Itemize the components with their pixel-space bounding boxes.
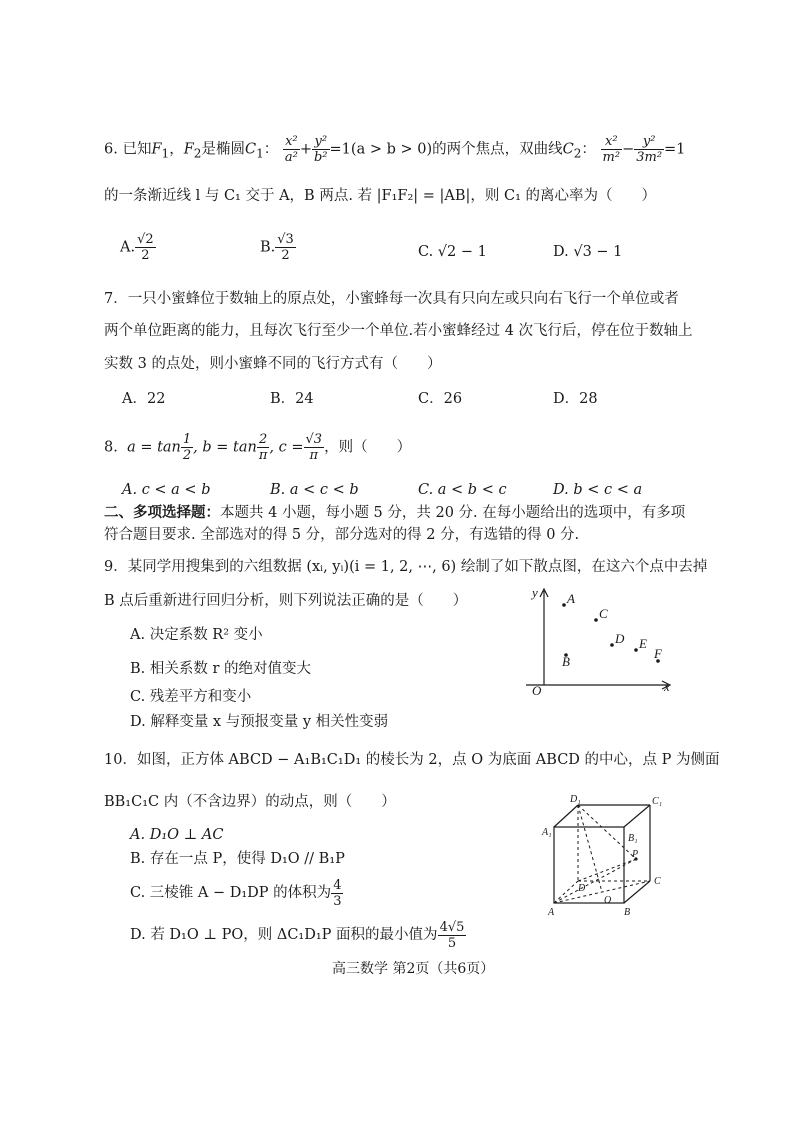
scatter-point-c bbox=[594, 618, 598, 622]
label-d1: D₁ bbox=[570, 794, 581, 805]
q8-option-a: A. c < a < b bbox=[122, 482, 211, 498]
label-p: P bbox=[632, 849, 639, 860]
edge-ad bbox=[554, 881, 578, 903]
q7-line1: 7．一只小蜜蜂位于数轴上的原点处，小蜜蜂每一次具有只向左或只向右飞行一个单位或者 bbox=[104, 291, 679, 307]
page-footer: 高三数学 第2页（共6页） bbox=[332, 961, 495, 977]
hyperbola-x-term: $\frac{\text{x²}}{\text{m²}}$ bbox=[602, 134, 621, 165]
q6-option-b: B. $\frac{√3}{2}$ bbox=[260, 232, 294, 263]
q10-option-b: B. 存在一点 P，使得 D₁O // B₁P bbox=[130, 851, 345, 867]
q7-line3: 实数 3 的点处，则小蜜蜂不同的飞行方式有（ ） bbox=[104, 356, 442, 372]
label-a1: A₁ bbox=[542, 827, 552, 838]
label-b: B bbox=[624, 907, 631, 918]
cube-diagram bbox=[540, 795, 680, 925]
section2-line2: 符合题目要求. 全部选对的得 5 分，部分选对的得 2 分，有选错的得 0 分. bbox=[104, 527, 580, 543]
ellipse-y-term: $\frac{\text{y²}}{\text{b²}}$ bbox=[313, 134, 328, 165]
q8-option-b: B. a < c < b bbox=[270, 482, 359, 498]
q7-option-b: B．24 bbox=[270, 391, 314, 407]
edge-a1d1 bbox=[554, 805, 578, 827]
ellipse-x-term: $\frac{\text{x²}}{\text{a²}}$ bbox=[284, 134, 298, 165]
section2-title: 二、多项选择题： bbox=[104, 504, 220, 521]
q6-lead: 6. 已知 bbox=[104, 141, 152, 158]
label-b1: B₁ bbox=[628, 833, 638, 844]
section2-line1: 二、多项选择题：本题共 4 小题，每小题 5 分，共 20 分. 在每小题给出的选项中，有多项 bbox=[104, 504, 686, 521]
q9-option-a: A. 决定系数 R² 变小 bbox=[130, 627, 263, 643]
scatter-point-d bbox=[610, 643, 614, 647]
x-axis-label: x bbox=[664, 679, 670, 694]
scatter-point-e bbox=[634, 648, 638, 652]
scatter-label-b: B bbox=[562, 654, 570, 669]
q10-line2: BB₁C₁C 内（不含边界）的动点，则（ ） bbox=[104, 794, 396, 810]
q7-line2: 两个单位距离的能力，且每次飞行至少一个单位.若小蜜蜂经过 4 次飞行后，停在位于数轴上 bbox=[104, 323, 693, 339]
q8-option-d: D. b < c < a bbox=[553, 482, 643, 498]
q6-line2: 的一条渐近线 l 与 C₁ 交于 A，B 两点. 若 |F₁F₂| = |AB|，则 C₁ 的离心率为（ ） bbox=[104, 188, 657, 204]
edge-b1c1 bbox=[624, 805, 650, 827]
q10-option-c: C. 三棱锥 A − D₁DP 的体积为 $\frac{4}{3}$ bbox=[130, 877, 342, 909]
q10-line1: 10．如图，正方体 ABCD − A₁B₁C₁D₁ 的棱长为 2，点 O 为底面 ABCD 的中心，点 P 为侧面 bbox=[104, 752, 720, 768]
q7-option-a: A．22 bbox=[122, 391, 166, 407]
q9-line2: B 点后重新进行回归分析，则下列说法正确的是（ ） bbox=[104, 593, 468, 609]
q6-option-a: A. $\frac{√2}{2}$ bbox=[120, 232, 154, 263]
hyperbola-y-term: $\frac{\text{y²}}{\text{3m²}}$ bbox=[636, 134, 663, 165]
q10-option-a: A. D₁O ⊥ AC bbox=[130, 827, 224, 843]
label-d: D bbox=[578, 883, 586, 894]
label-a: A bbox=[548, 907, 555, 918]
q9-option-b: B. 相关系数 r 的绝对值变大 bbox=[130, 661, 312, 677]
scatter-points bbox=[562, 591, 663, 669]
scatter-point-a bbox=[562, 603, 566, 607]
q6-option-c: C. √2 − 1 bbox=[418, 244, 487, 260]
q10-option-d: D. 若 D₁O ⊥ PO，则 ΔC₁D₁P 面积的最小值为 $\frac{4√5}{5}$ bbox=[130, 919, 465, 951]
scatter-label-c: C bbox=[599, 606, 608, 621]
scatter-label-d: D bbox=[615, 631, 625, 646]
q8-line: 8. a = tan $\frac{1}{2}$ , b = tan $\frac{2}{\pi}$ , c = $\frac{√3}{\pi}$ ，则（ ） bbox=[104, 432, 412, 463]
label-c1: C₁ bbox=[652, 796, 663, 807]
seg-d1p bbox=[578, 805, 639, 860]
origin-label: O bbox=[532, 683, 542, 698]
q9-line1: 9．某同学用搜集到的六组数据 (xᵢ, yᵢ)(i = 1, 2, ⋯, 6) 绘制了如下散点图，在这六个点中去掉 bbox=[104, 559, 708, 575]
scatter-plot bbox=[520, 585, 680, 700]
q9-option-c: C. 残差平方和变小 bbox=[130, 689, 252, 705]
q6-line1: 6. 已知$F_1$，$F_2$是椭圆$C_1$： $\frac{\text{x²}}{\text{a²}}$ + $\frac{\text{y²}}{\text{b²}}$ =1(a > b > 0)的两个焦点，双曲线$C_2$： $\frac{\text{x²}}{\text{m²}}$ − $\frac{\text{y²}}{\text{3m²}}$ =1 bbox=[104, 134, 686, 165]
label-c: C bbox=[654, 876, 661, 887]
q9-option-d: D. 解释变量 x 与预报变量 y 相关性变弱 bbox=[130, 714, 389, 730]
scatter-label-e: E bbox=[639, 636, 647, 651]
label-o: O bbox=[604, 895, 612, 906]
q7-option-c: C．26 bbox=[418, 391, 463, 407]
seg-dp bbox=[578, 859, 636, 881]
scatter-label-a: A bbox=[567, 591, 575, 606]
q7-option-d: D．28 bbox=[553, 391, 598, 407]
y-axis-label: y bbox=[532, 585, 538, 600]
scatter-label-f: F bbox=[654, 646, 662, 661]
q8-option-c: C. a < b < c bbox=[418, 482, 507, 498]
q6-option-d: D. √3 − 1 bbox=[553, 244, 623, 260]
